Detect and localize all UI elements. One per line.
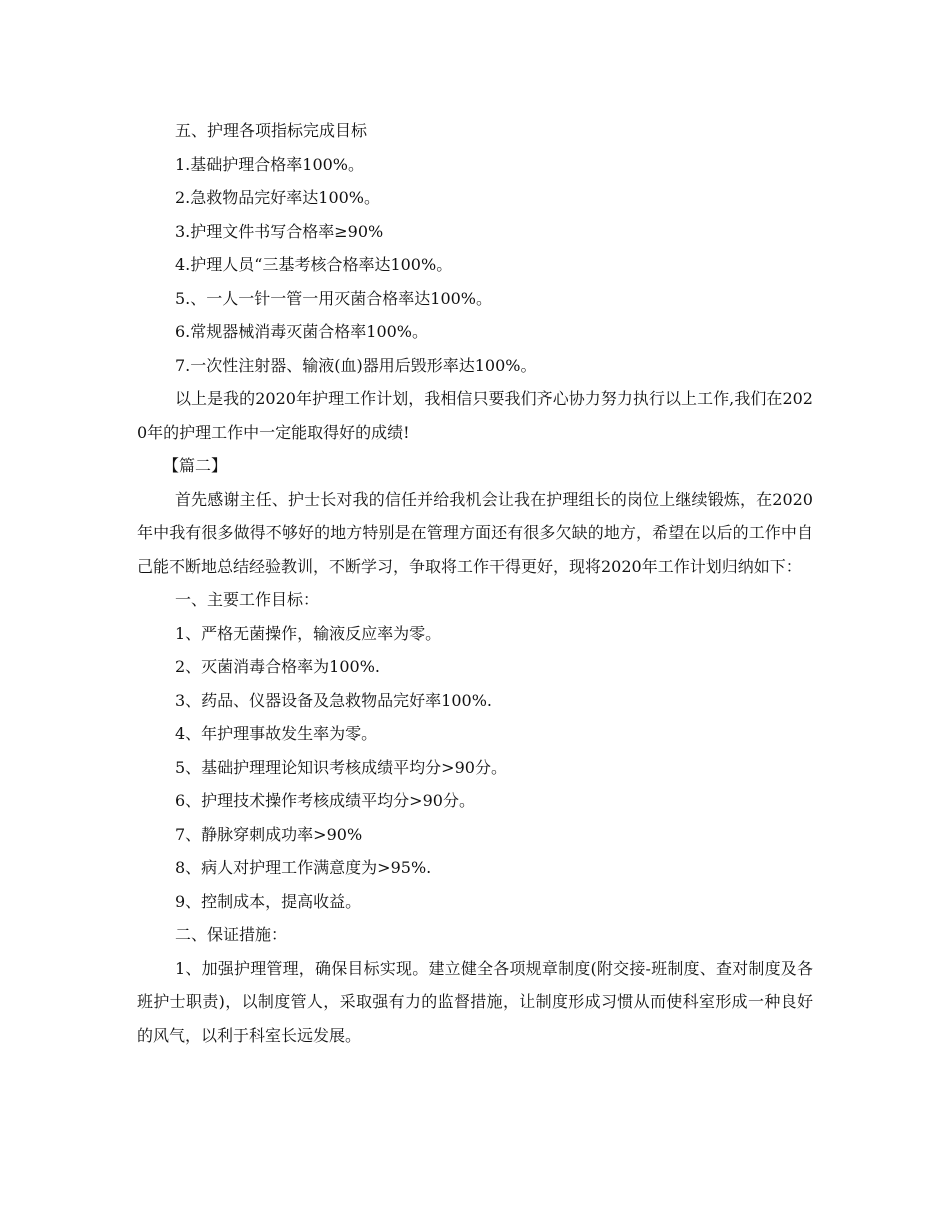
list-item: 1、严格无菌操作，输液反应率为零。 <box>175 623 442 643</box>
section-heading-indicators: 五、护理各项指标完成目标 <box>175 121 368 140</box>
list-item: 1.基础护理合格率100%。 <box>175 154 365 174</box>
list-item: 7.一次性注射器、输液(血)器用后毁形率达100%。 <box>175 355 537 375</box>
list-item: 6.常规器械消毒灭菌合格率100%。 <box>175 322 429 341</box>
list-item: 8、病人对护理工作满意度为>95%. <box>175 858 432 877</box>
list-item: 6、护理技术操作考核成绩平均分>90分。 <box>175 791 475 810</box>
list-item: 5、基础护理理论知识考核成绩平均分>90分。 <box>175 757 507 777</box>
document-body <box>137 114 813 1052</box>
list-item: 4.护理人员“三基考核合格率达100%。 <box>175 255 453 274</box>
part-heading: 【篇二】 <box>163 456 228 475</box>
list-item: 3、药品、仪器设备及急救物品完好率100%. <box>175 690 493 710</box>
list-item: 3.护理文件书写合格率≥90% <box>175 221 384 241</box>
list-item: 4、年护理事故发生率为零。 <box>175 724 378 743</box>
section-heading-measures: 二、保证措施： <box>175 925 288 944</box>
section-heading-goals: 一、主要工作目标： <box>175 590 320 609</box>
measures-paragraph: 1、加强护理管理，确保目标实现。建立健全各项规章制度(附交接-班制度、查对制度及各班护士职责)，以制度管人，采取强有力的监督措施，让制度形成习惯从而使科室形成一种良好的风气，以利于科室长远发展。 <box>137 958 813 1045</box>
list-item: 2.急救物品完好率达100%。 <box>175 188 381 207</box>
intro-paragraph: 首先感谢主任、护士长对我的信任并给我机会让我在护理组长的岗位上继续锻炼，在2020年中我有很多做得不够好的地方特别是在管理方面还有很多欠缺的地方，希望在以后的工作中自己能不断地总结经验教训，不断学习，争取将工作干得更好，现将2020年工作计划归纳如下： <box>137 489 813 576</box>
summary-paragraph: 以上是我的2020年护理工作计划，我相信只要我们齐心协力努力执行以上工作,我们在2020年的护理工作中一定能取得好的成绩! <box>137 389 813 442</box>
list-item: 2、灭菌消毒合格率为100%. <box>175 657 381 676</box>
list-item: 9、控制成本，提高收益。 <box>175 891 362 911</box>
list-item: 7、静脉穿刺成功率>90% <box>175 824 363 844</box>
list-item: 5.、一人一针一管一用灭菌合格率达100%。 <box>175 288 493 308</box>
